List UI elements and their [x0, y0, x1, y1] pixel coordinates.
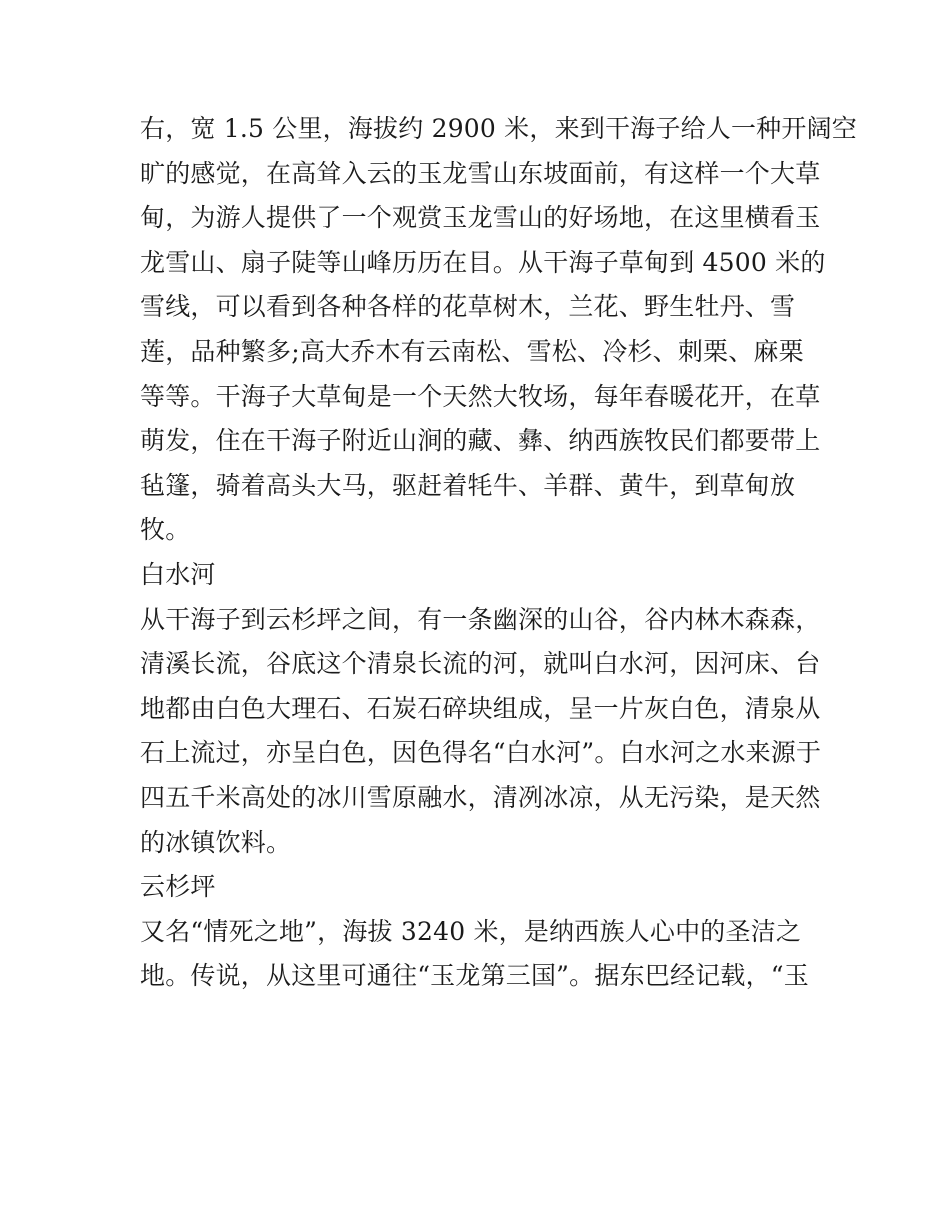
document-body — [140, 107, 857, 999]
text-line: 萌发，住在干海子附近山涧的藏、彝、纳西族牧民们都要带上 — [140, 426, 821, 456]
text-line: 四五千米高处的冰川雪原融水，清冽冰凉，从无污染，是天然 — [140, 782, 821, 812]
text-line: 地。传说，从这里可通往“玉龙第三国”。据东巴经记载，“玉 — [140, 961, 809, 991]
text-line: 的冰镇饮料。 — [140, 827, 292, 857]
text-line: 等等。干海子大草甸是一个天然大牧场，每年春暖花开，在草 — [140, 381, 821, 411]
text-line: 又名“情死之地”，海拔 3240 米，是纳西族人心中的圣洁之 — [140, 916, 802, 946]
text-line: 雪线，可以看到各种各样的花草树木，兰花、野生牡丹、雪 — [140, 292, 796, 322]
text-line: 从干海子到云杉坪之间，有一条幽深的山谷，谷内林木森森， — [140, 604, 821, 634]
section-heading-baishuihe: 白水河 — [140, 559, 216, 589]
text-line: 莲，品种繁多;高大乔木有云南松、雪松、冷杉、刺栗、麻栗 — [140, 336, 804, 366]
text-line: 牧。 — [140, 515, 191, 545]
text-line: 甸，为游人提供了一个观赏玉龙雪山的好场地，在这里横看玉 — [140, 203, 821, 233]
text-line: 石上流过，亦呈白色，因色得名“白水河”。白水河之水来源于 — [140, 738, 822, 768]
text-line: 龙雪山、扇子陡等山峰历历在目。从干海子草甸到 4500 米的 — [140, 247, 826, 277]
text-line: 毡篷，骑着高头大马，驱赶着牦牛、羊群、黄牛，到草甸放 — [140, 470, 796, 500]
section-heading-yunshanping: 云杉坪 — [140, 872, 216, 902]
text-line: 旷的感觉，在高耸入云的玉龙雪山东坡面前，有这样一个大草 — [140, 158, 821, 188]
text-line: 地都由白色大理石、石炭石碎块组成，呈一片灰白色，清泉从 — [140, 693, 821, 723]
text-line: 右，宽 1.5 公里，海拔约 2900 米，来到干海子给人一种开阔空 — [140, 114, 857, 143]
text-line: 清溪长流，谷底这个清泉长流的河，就叫白水河，因河床、台 — [140, 649, 821, 679]
